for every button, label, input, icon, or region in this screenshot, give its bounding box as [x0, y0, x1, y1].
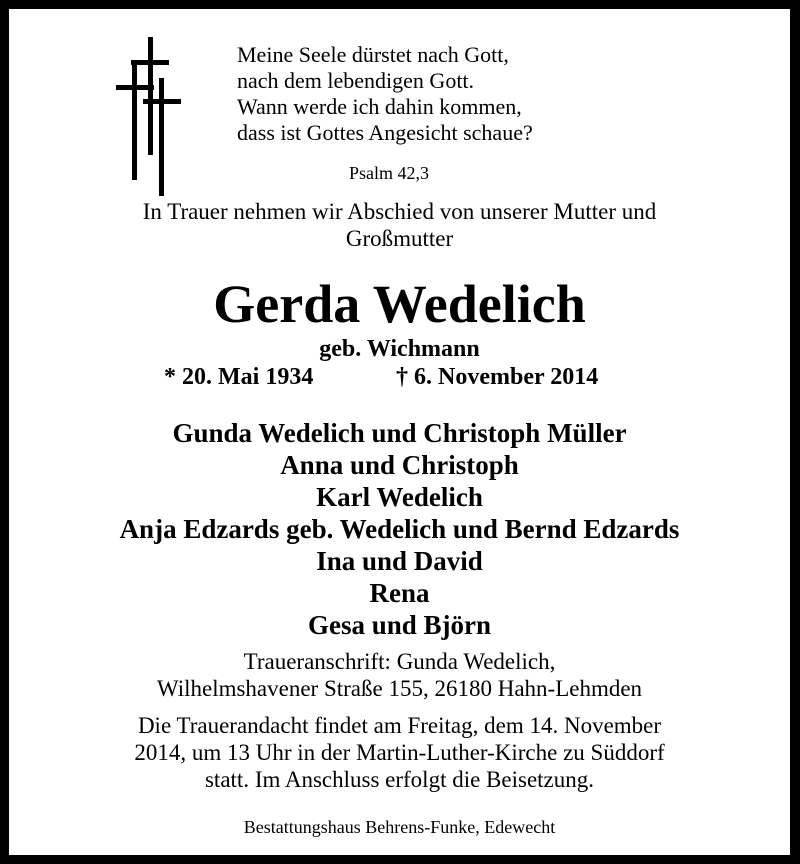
address-line: Traueranschrift: Gunda Wedelich, [243, 649, 556, 674]
obituary-notice [9, 9, 790, 855]
mourner: Anja Edzards geb. Wedelich und Bernd Edzards [119, 514, 680, 544]
maiden-name: geb. Wichmann [319, 336, 480, 362]
psalm-reference: Psalm 42,3 [349, 163, 430, 183]
birth-date: * 20. Mai 1934 [164, 364, 314, 390]
service-info [9, 712, 790, 793]
funeral-home: Bestattungshaus Behrens-Funke, Edewecht [243, 817, 556, 837]
deceased-name: Gerda Wedelich [213, 274, 586, 334]
death-date: † 6. November 2014 [396, 364, 599, 390]
verse-line: nach dem lebendigen Gott. [237, 68, 475, 93]
address-line: Wilhelmshavener Straße 155, 26180 Hahn-Lehmden [156, 676, 643, 701]
mourner: Gesa und Björn [307, 610, 492, 640]
three-crosses-icon [105, 34, 185, 204]
intro-text [9, 198, 790, 252]
mourning-address [9, 648, 790, 702]
service-line: Die Trauerandacht findet am Freitag, dem 14. November [137, 713, 662, 738]
mourner: Ina und David [316, 546, 483, 576]
service-line: statt. Im Anschluss erfolgt die Beisetzung. [204, 767, 595, 792]
mourner: Gunda Wedelich und Christoph Müller [172, 418, 627, 448]
psalm-verse [237, 42, 533, 146]
verse-line: Wann werde ich dahin kommen, [237, 94, 522, 119]
mourner: Karl Wedelich [316, 482, 483, 512]
intro-line: Großmutter [345, 226, 454, 251]
verse-line: dass ist Gottes Angesicht schaue? [237, 120, 533, 145]
mourner: Anna und Christoph [280, 450, 519, 480]
service-line: 2014, um 13 Uhr in der Martin-Luther-Kirche zu Süddorf [134, 740, 665, 765]
mourner: Rena [369, 578, 430, 608]
mourners-list [9, 417, 790, 641]
intro-line: In Trauer nehmen wir Abschied von unserer Mutter und [142, 199, 657, 224]
verse-line: Meine Seele dürstet nach Gott, [237, 42, 509, 67]
